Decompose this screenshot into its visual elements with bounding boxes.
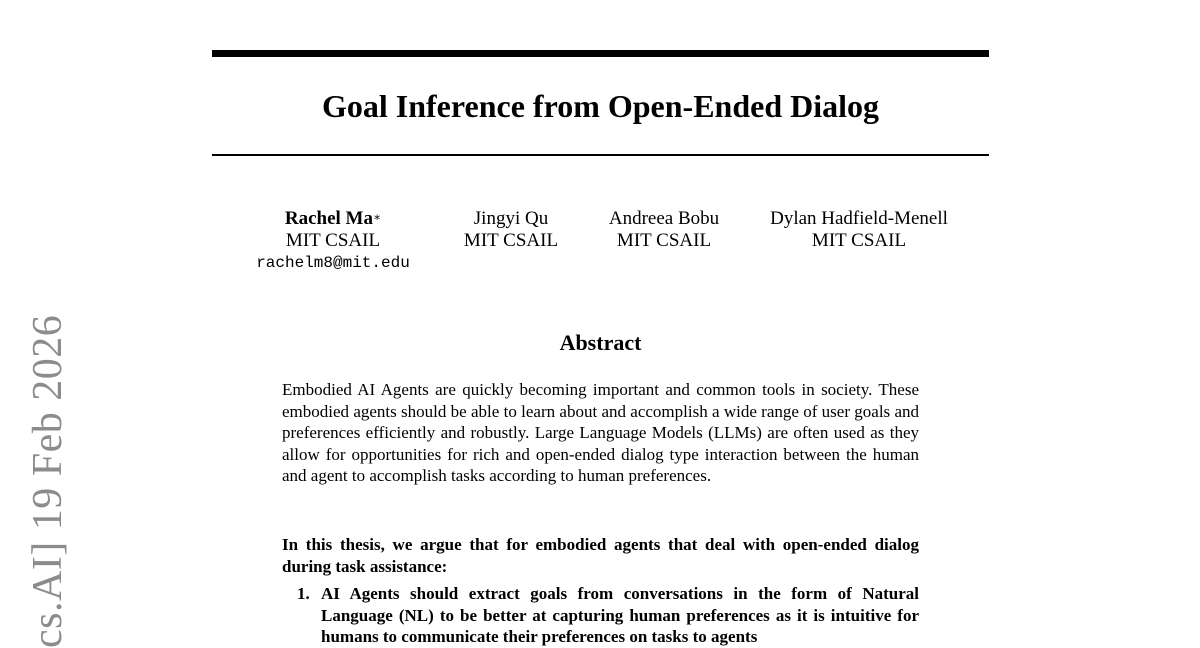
author-block-2: [452, 208, 570, 252]
title-bottom-rule: [212, 154, 989, 156]
abstract-paragraph: Embodied AI Agents are quickly becoming important and common tools in society. These embodied agents should be able to learn about and accomplish a wide range of user goals and preferences efficiently and robustly. Large Language Models (LLMs) are often used as they allow for opportunities for rich and open-ended dialog type interaction between the human and agent to accomplish tasks according to human preferences.: [282, 380, 919, 485]
list-item: [297, 583, 919, 648]
top-thick-rule: [212, 50, 989, 57]
author-affiliation: MIT CSAIL: [285, 230, 381, 251]
author-block-1: [248, 208, 418, 274]
author-email[interactable]: rachelm8@mit.edu: [256, 254, 410, 272]
author-name: Rachel Ma∗: [284, 208, 382, 229]
author-block-4: [758, 208, 960, 252]
abstract-heading: Abstract: [559, 330, 642, 355]
list-item-text: AI Agents should extract goals from conversations in the form of Natural Language (NL) to be better at capturing human preferences as it is intuitive for humans to communicate their preferences on tasks to agents: [321, 584, 919, 646]
abstract-thesis-statement: In this thesis, we argue that for embodied agents that deal with open-ended dialog during task assistance:: [282, 535, 919, 576]
author-name: Dylan Hadfield-Menell: [770, 208, 948, 229]
author-footnote-marker: ∗: [372, 210, 382, 224]
author-affiliation: MIT CSAIL: [463, 230, 559, 251]
author-block-3: [598, 208, 730, 252]
paper-title: Goal Inference from Open-Ended Dialog: [321, 88, 880, 124]
author-name: Andreea Bobu: [608, 208, 720, 229]
author-name: Jingyi Qu: [473, 208, 549, 229]
arxiv-side-stamp: cs.AI] 19 Feb 2026: [25, 314, 71, 648]
list-item-number: 1.: [297, 584, 310, 603]
author-affiliation: MIT CSAIL: [811, 230, 907, 251]
author-affiliation: MIT CSAIL: [616, 230, 712, 251]
